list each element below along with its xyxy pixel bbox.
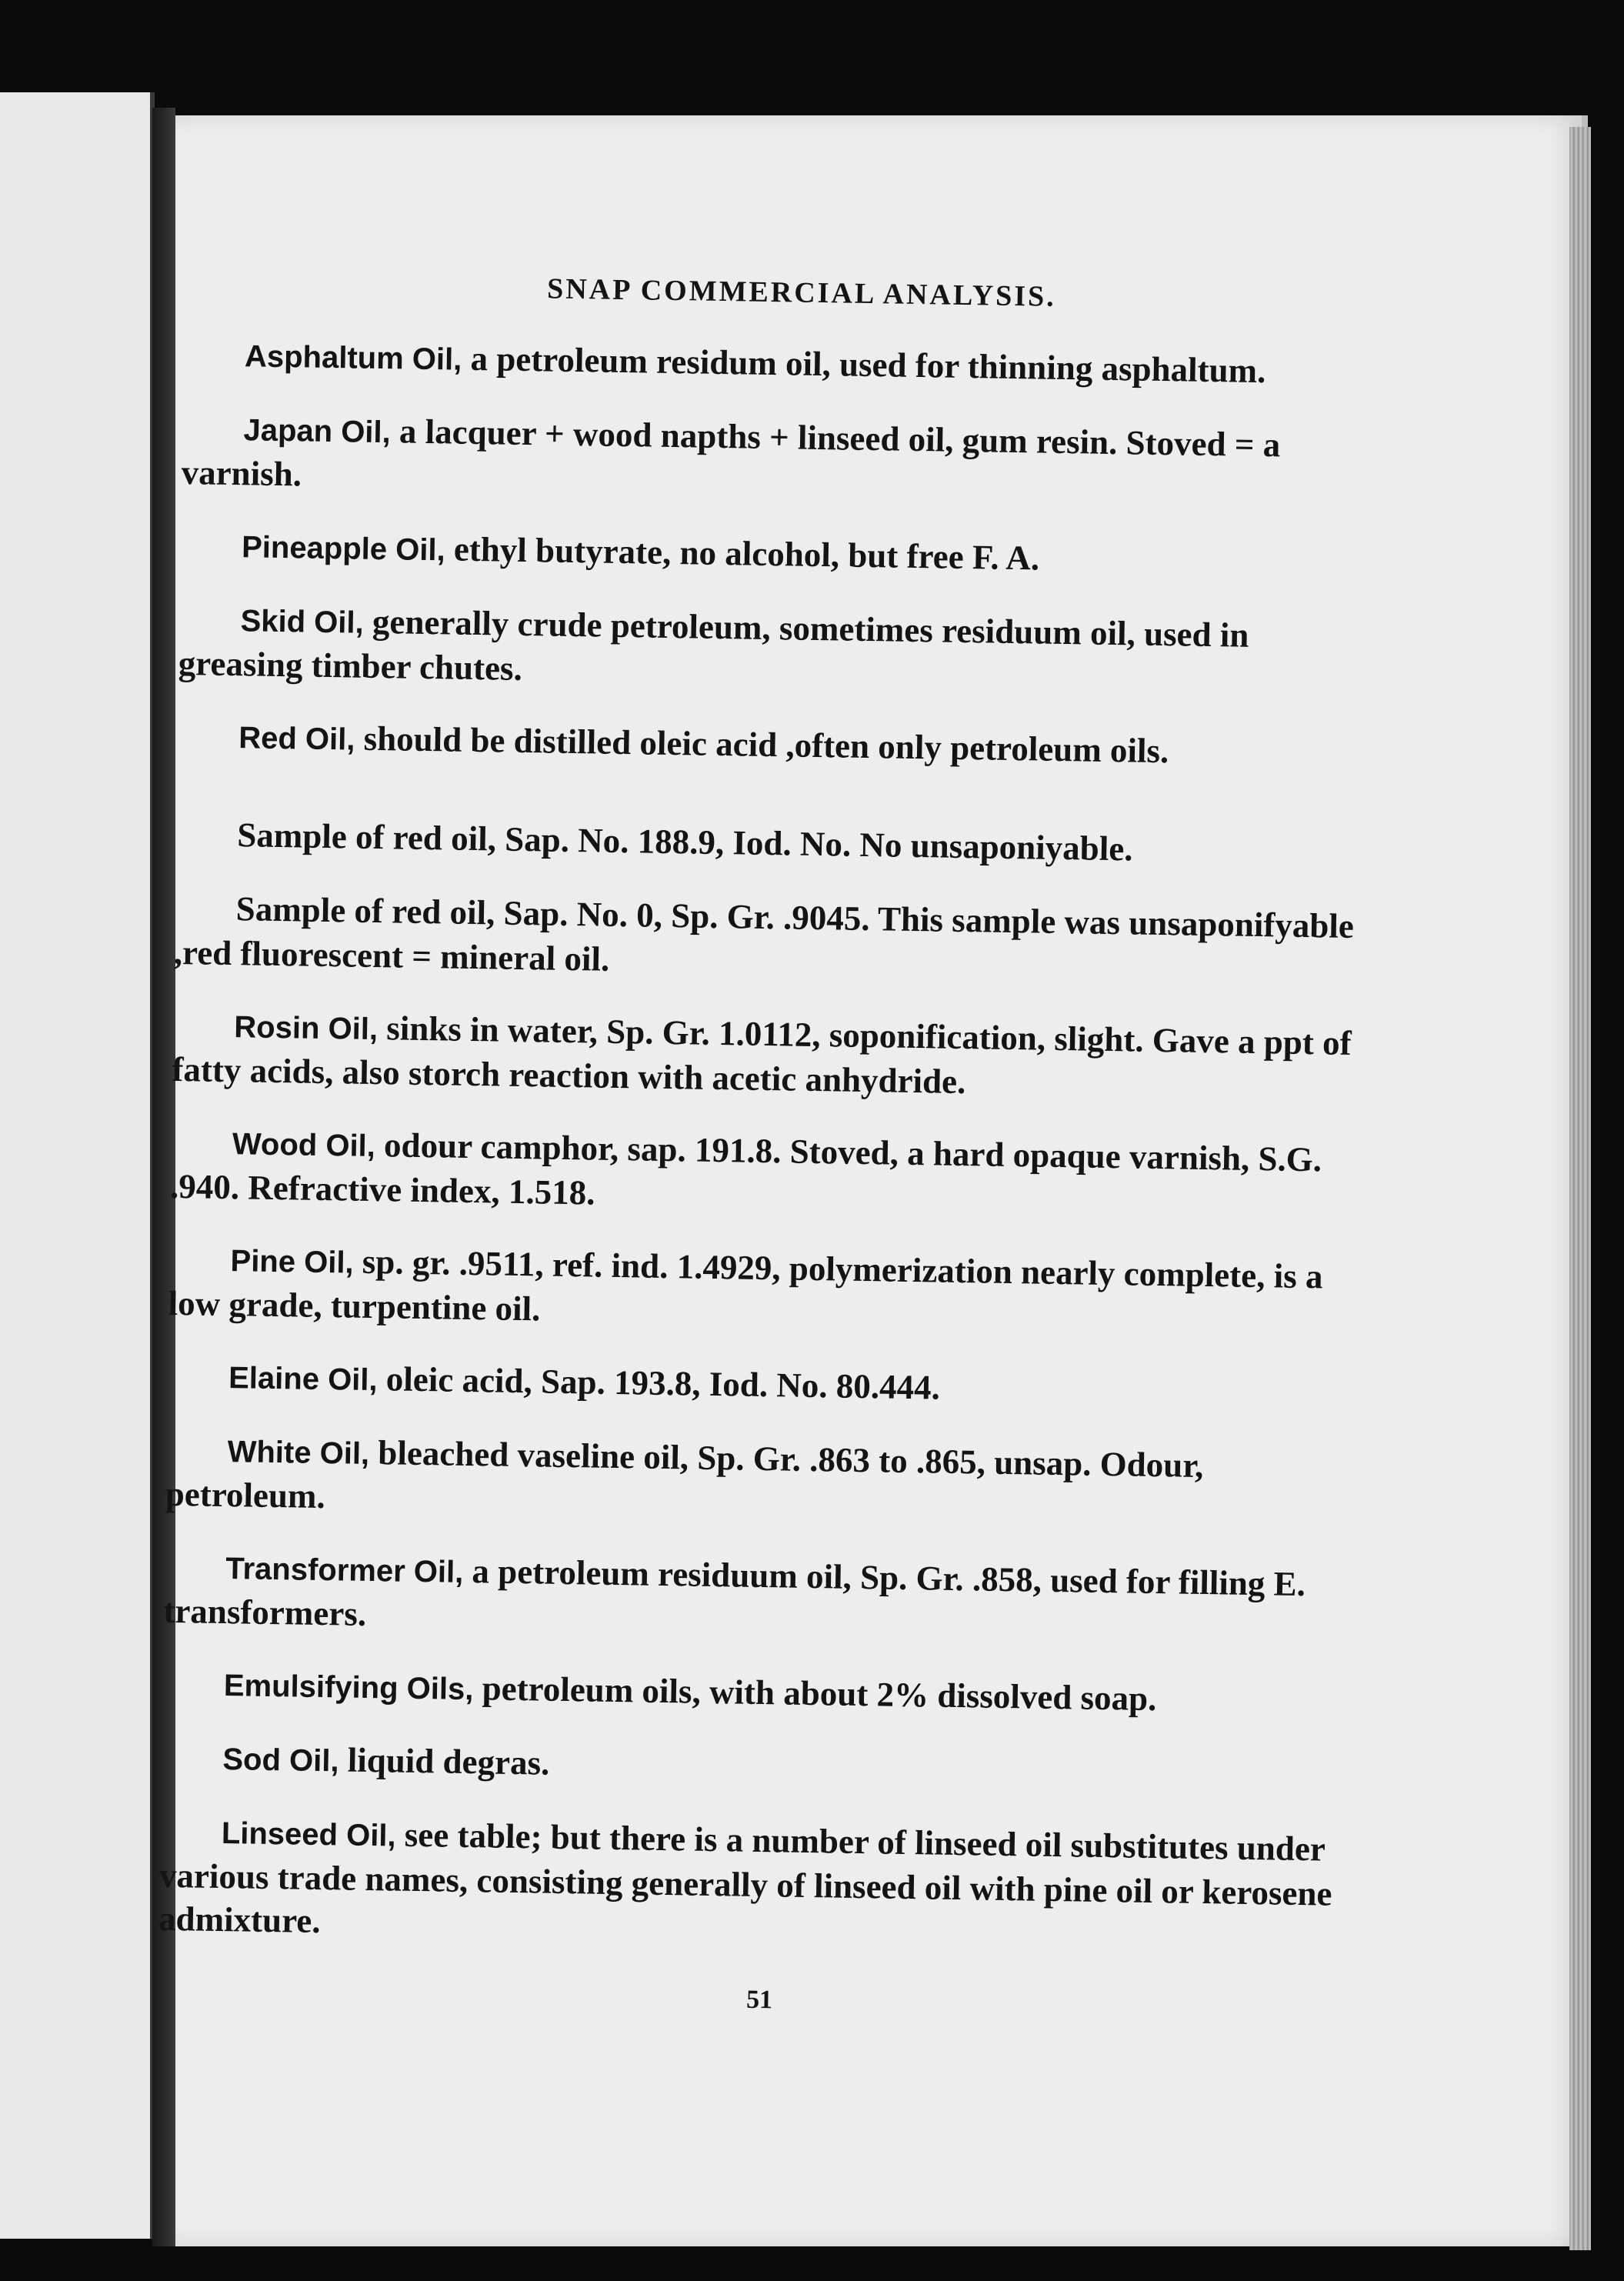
- entry-body: petroleum oils, with about 2% dissolved soap.: [473, 1669, 1157, 1719]
- entry-skid-oil: [178, 597, 1368, 703]
- entry-emulsifying-oils: [162, 1662, 1352, 1725]
- entry-body: bleached vaseline oil, Sp. Gr. .863 to .865, unsap. Odour, petroleum.: [165, 1432, 1204, 1516]
- entry-japan-oil: [181, 406, 1371, 512]
- entry-wood-oil: [170, 1120, 1360, 1226]
- page-stack-edge: [1569, 127, 1591, 2250]
- entry-term: Wood Oil,: [232, 1127, 376, 1164]
- entry-term: Sod Oil,: [222, 1742, 339, 1779]
- entry-body: generally crude petroleum, sometimes residuum oil, used in greasing timber chutes.: [178, 602, 1249, 688]
- entry-body: see table; but there is a number of linseed oil substitutes under various trade names, consisting generally of linseed oil with pine oil or kerosene admixture.: [158, 1815, 1332, 1941]
- entry-red-oil-sample-1: [175, 812, 1365, 875]
- previous-page-edge: [0, 92, 155, 2239]
- page-number: 51: [745, 1985, 773, 2015]
- entry-body: sinks in water, Sp. Gr. 1.0112, soponification, slight. Gave a ppt of fatty acids, also storch reaction with acetic anhydride.: [172, 1009, 1352, 1102]
- entry-term: White Oil,: [227, 1435, 370, 1471]
- entry-term: Red Oil,: [238, 721, 355, 757]
- entry-term: Japan Oil,: [243, 413, 392, 450]
- entry-body: a lacquer + wood napths + linseed oil, gum resin. Stoved = a varnish.: [181, 412, 1281, 494]
- entry-body: oleic acid, Sap. 193.8, Iod. No. 80.444.: [377, 1359, 941, 1407]
- entry-body: a petroleum residuum oil, Sp. Gr. .858, used for filling E. transformers.: [163, 1551, 1306, 1633]
- entry-body: liquid degras.: [338, 1740, 550, 1782]
- entry-body: Sample of red oil, Sap. No. 0, Sp. Gr. .9045. This sample was unsaponifyable ,red fluorescent = mineral oil.: [173, 889, 1355, 979]
- entry-pineapple-oil: [180, 523, 1369, 586]
- entry-linseed-oil: [158, 1809, 1349, 1959]
- entry-transformer-oil: [163, 1545, 1353, 1651]
- entry-term: Elaine Oil,: [228, 1361, 378, 1398]
- entry-term: Skid Oil,: [240, 604, 365, 640]
- entry-white-oil: [165, 1428, 1355, 1534]
- entry-pine-oil: [168, 1237, 1358, 1343]
- entry-body: odour camphor, sap. 191.8. Stoved, a hard opaque varnish, S.G. .940. Refractive index, 1.518.: [169, 1125, 1322, 1212]
- entry-red-oil: [177, 714, 1366, 777]
- entry-sod-oil: [161, 1736, 1350, 1799]
- entry-asphaltum-oil: [183, 332, 1372, 395]
- entry-body: ethyl butyrate, no alcohol, but free F. A.: [445, 529, 1040, 578]
- entry-term: Linseed Oil,: [221, 1816, 396, 1853]
- entry-elaine-oil: [167, 1354, 1356, 1417]
- entry-body: should be distilled oleic acid ,often only petroleum oils.: [355, 719, 1169, 771]
- entry-term: Emulsifying Oils,: [223, 1669, 474, 1707]
- entry-term: Transformer Oil,: [225, 1552, 464, 1589]
- entry-body: Sample of red oil, Sap. No. 188.9, Iod. No. No unsaponiyable.: [236, 815, 1133, 869]
- entry-body: sp. gr. .9511, ref. ind. 1.4929, polymerization nearly complete, is a low grade, turpentine oil.: [168, 1242, 1323, 1329]
- entry-red-oil-sample-2: [173, 886, 1363, 992]
- entry-body: a petroleum residum oil, used for thinning asphaltum.: [461, 338, 1266, 391]
- entry-term: Pineapple Oil,: [241, 530, 446, 568]
- entry-term: Pine Oil,: [230, 1244, 354, 1280]
- page-text: [157, 262, 1373, 2031]
- running-heading: SNAP COMMERCIAL ANALYSIS.: [546, 272, 1057, 313]
- entry-term: Rosin Oil,: [234, 1010, 378, 1047]
- entry-rosin-oil: [172, 1003, 1362, 1109]
- entry-term: Asphaltum Oil,: [244, 339, 462, 377]
